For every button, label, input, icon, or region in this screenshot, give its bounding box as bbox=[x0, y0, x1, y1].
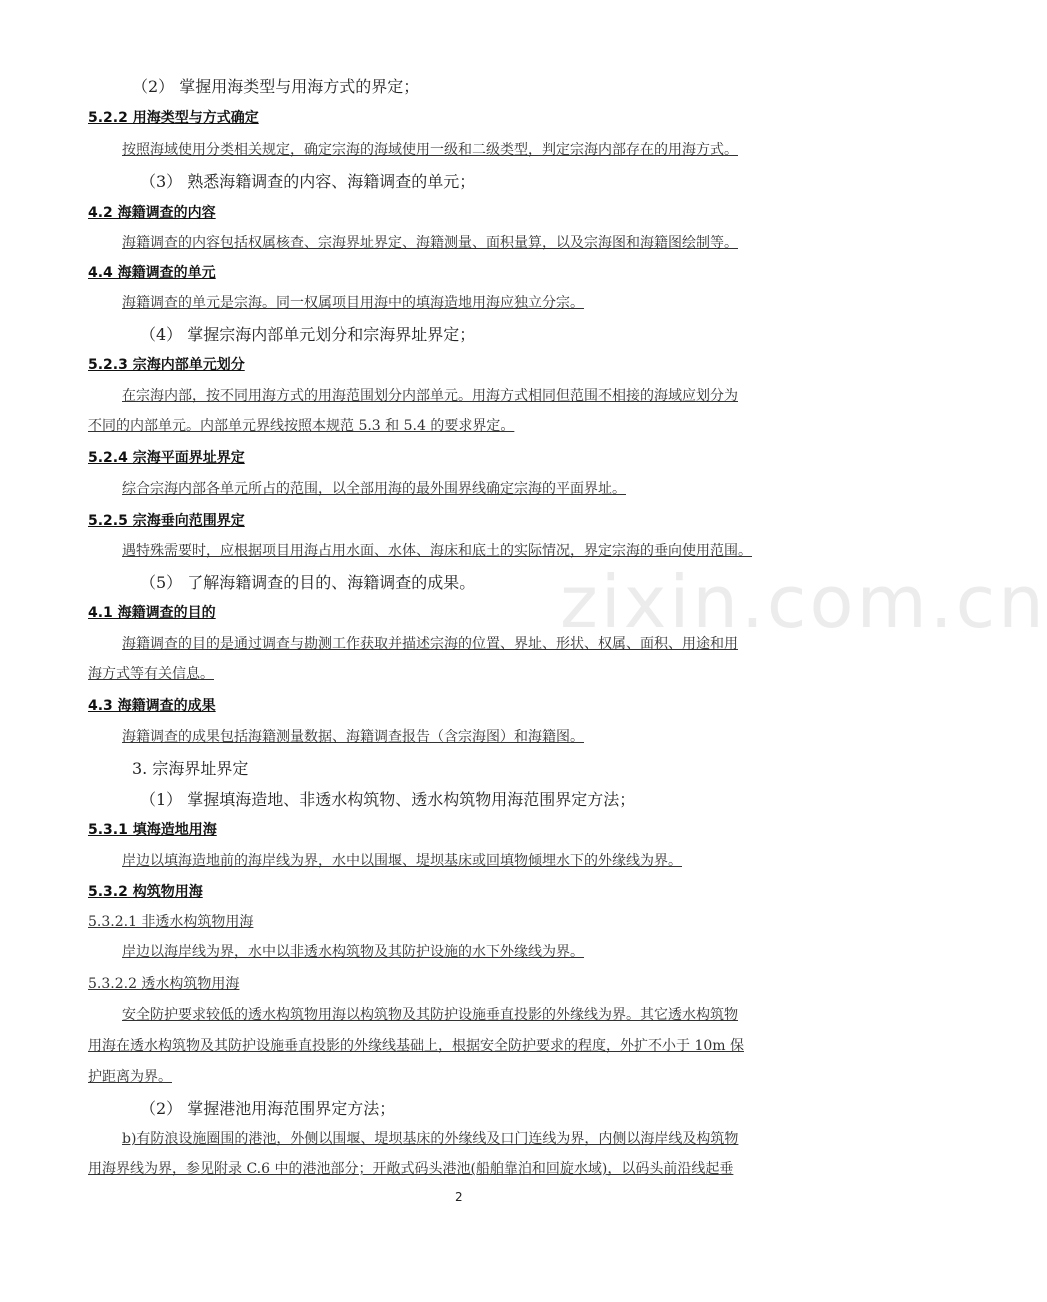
list-item: （5） 了解海籍调查的目的、海籍调查的成果。 bbox=[140, 573, 476, 592]
section-heading: 4.2 海籍调查的内容 bbox=[88, 205, 216, 221]
section-heading: 5.2.3 宗海内部单元划分 bbox=[88, 357, 245, 373]
list-item: （4） 掌握宗海内部单元划分和宗海界址界定； bbox=[140, 325, 476, 344]
body-text: 用海界线为界，参见附录 C.6 中的港池部分；开敞式码头港池(船舶靠泊和回旋水域)，以码头前沿线起垂 bbox=[88, 1161, 734, 1177]
section-heading: 5.2.5 宗海垂向范围界定 bbox=[88, 513, 245, 529]
list-item: （2） 掌握港池用海范围界定方法； bbox=[140, 1099, 396, 1118]
body-text: b)有防浪设施圈围的港池，外侧以围堰、堤坝基床的外缘线及口门连线为界，内侧以海岸线及构筑物 bbox=[122, 1131, 739, 1147]
section-heading: 4.4 海籍调查的单元 bbox=[88, 265, 216, 281]
body-text: 用海在透水构筑物及其防护设施垂直投影的外缘线基础上，根据安全防护要求的程度，外扩不小于 10m 保 bbox=[88, 1038, 744, 1054]
body-text: 岸边以填海造地前的海岸线为界，水中以围堰、堤坝基床或回填物倾埋水下的外缘线为界。 bbox=[122, 853, 682, 869]
body-text: 按照海域使用分类相关规定，确定宗海的海域使用一级和二级类型，判定宗海内部存在的用海方式。 bbox=[122, 142, 738, 158]
body-text: 海籍调查的单元是宗海。同一权属项目用海中的填海造地用海应独立分宗。 bbox=[122, 295, 584, 311]
body-text: 遇特殊需要时，应根据项目用海占用水面、水体、海床和底土的实际情况，界定宗海的垂向使用范围。 bbox=[122, 543, 752, 559]
body-text: 不同的内部单元。内部单元界线按照本规范 5.3 和 5.4 的要求界定。 bbox=[88, 418, 515, 434]
section-heading: 5.2.4 宗海平面界址界定 bbox=[88, 450, 245, 466]
body-text: 综合宗海内部各单元所占的范围，以全部用海的最外围界线确定宗海的平面界址。 bbox=[122, 481, 626, 497]
list-item: （1） 掌握填海造地、非透水构筑物、透水构筑物用海范围界定方法； bbox=[140, 790, 636, 809]
body-text: 岸边以海岸线为界，水中以非透水构筑物及其防护设施的水下外缘线为界。 bbox=[122, 944, 584, 960]
list-item: （3） 熟悉海籍调查的内容、海籍调查的单元； bbox=[140, 172, 476, 191]
list-item: （2） 掌握用海类型与用海方式的界定； bbox=[132, 77, 420, 96]
section-heading: 5.2.2 用海类型与方式确定 bbox=[88, 110, 259, 126]
page-number: 2 bbox=[455, 1190, 463, 1204]
list-item: 3. 宗海界址界定 bbox=[132, 759, 249, 778]
section-heading: 4.3 海籍调查的成果 bbox=[88, 698, 216, 714]
body-text: 安全防护要求较低的透水构筑物用海以构筑物及其防护设施垂直投影的外缘线为界。其它透水构筑物 bbox=[122, 1007, 738, 1023]
body-text: 海籍调查的成果包括海籍测量数据、海籍调查报告（含宗海图）和海籍图。 bbox=[122, 729, 584, 745]
body-text: 海籍调查的内容包括权属核查、宗海界址界定、海籍测量、面积量算，以及宗海图和海籍图绘制等。 bbox=[122, 235, 738, 251]
subsection-heading: 5.3.2.2 透水构筑物用海 bbox=[88, 976, 240, 992]
section-heading: 4.1 海籍调查的目的 bbox=[88, 605, 216, 621]
section-heading: 5.3.1 填海造地用海 bbox=[88, 822, 217, 838]
subsection-heading: 5.3.2.1 非透水构筑物用海 bbox=[88, 914, 254, 930]
body-text: 海方式等有关信息。 bbox=[88, 666, 214, 682]
watermark: zixin.com.cn bbox=[560, 560, 1047, 644]
body-text: 护距离为界。 bbox=[88, 1069, 172, 1085]
body-text: 海籍调查的目的是通过调查与勘测工作获取并描述宗海的位置、界址、形状、权属、面积、用途和用 bbox=[122, 636, 738, 652]
section-heading: 5.3.2 构筑物用海 bbox=[88, 884, 203, 900]
body-text: 在宗海内部，按不同用海方式的用海范围划分内部单元。用海方式相同但范围不相接的海域应划分为 bbox=[122, 388, 738, 404]
